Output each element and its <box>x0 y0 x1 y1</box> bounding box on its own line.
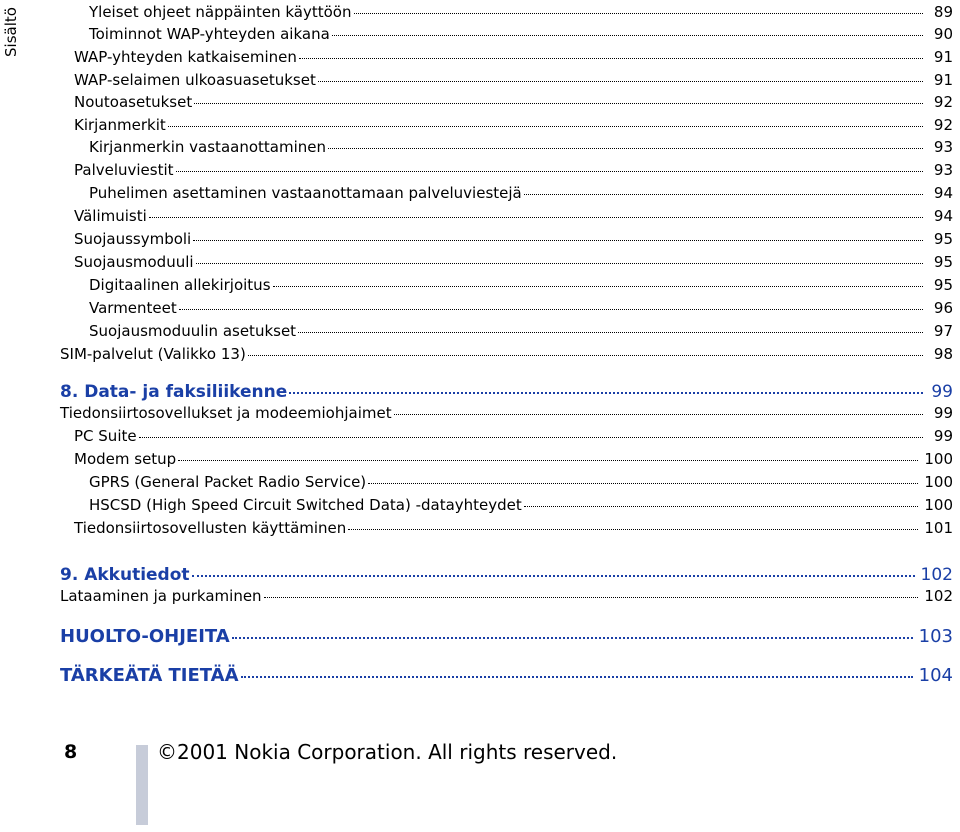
toc-entry[interactable] <box>60 563 953 585</box>
page-number: 8 <box>64 741 78 763</box>
toc-entry-title: Digitaalinen allekirjoitus <box>89 276 271 294</box>
toc-entry-page: 95 <box>933 276 953 294</box>
toc-entry[interactable] <box>60 206 953 225</box>
toc-entry[interactable] <box>60 183 953 202</box>
toc-entry[interactable] <box>60 663 953 686</box>
toc-entry[interactable] <box>60 137 953 156</box>
section-side-label-text: Sisältö <box>2 7 20 57</box>
toc-entry-title: Modem setup <box>74 450 177 468</box>
toc-entry-page: 94 <box>933 184 953 202</box>
toc-dot-leader <box>232 624 913 642</box>
toc-dot-leader <box>248 344 923 359</box>
toc-entry-title: Suojausmoduuli <box>74 253 194 271</box>
toc-entry-title: SIM-palvelut (Valikko 13) <box>60 345 246 363</box>
toc-entry-title: Tiedonsiirtosovellusten käyttäminen <box>74 519 347 537</box>
toc-entry[interactable] <box>60 344 953 363</box>
toc-entry-page: 97 <box>933 322 953 340</box>
toc-entry[interactable] <box>60 47 953 66</box>
toc-dot-leader <box>332 24 923 39</box>
toc-entry-title: Tiedonsiirtosovellukset ja modeemiohjaimet <box>60 404 392 422</box>
toc-entry-page: 102 <box>924 587 953 605</box>
toc-entry[interactable] <box>60 160 953 179</box>
toc-entry-page: 95 <box>933 230 953 248</box>
toc-entry[interactable] <box>60 298 953 317</box>
toc-entry[interactable] <box>60 70 953 89</box>
toc-entry-page: 100 <box>924 473 953 491</box>
toc-entry-title: WAP-selaimen ulkoasuasetukset <box>74 71 316 89</box>
toc-dot-leader <box>192 563 915 580</box>
toc-entry[interactable] <box>60 449 953 468</box>
toc-entry-title: GPRS (General Packet Radio Service) <box>89 473 367 491</box>
toc-entry[interactable] <box>60 495 953 514</box>
toc-entry-title: Suojaussymboli <box>74 230 192 248</box>
toc-dot-leader <box>524 495 919 510</box>
toc-dot-leader <box>139 426 923 441</box>
toc-entry-title: WAP-yhteyden katkaiseminen <box>74 48 297 66</box>
toc-dot-leader <box>299 47 923 62</box>
toc-dot-leader <box>298 321 923 336</box>
toc-entry-page: 102 <box>920 565 953 585</box>
toc-entry[interactable] <box>60 624 953 647</box>
toc-entry[interactable] <box>60 2 953 21</box>
toc-entry[interactable] <box>60 518 953 537</box>
toc-entry-title: HUOLTO-OHJEITA <box>60 626 230 647</box>
footer-divider-bar <box>136 745 148 825</box>
toc-entry[interactable] <box>60 275 953 294</box>
toc-dot-leader <box>241 663 913 681</box>
toc-entry-title: Suojausmoduulin asetukset <box>89 322 297 340</box>
toc-entry-title: 8. Data- ja faksiliikenne <box>60 382 288 402</box>
toc-dot-leader <box>264 586 919 601</box>
toc-entry[interactable] <box>60 403 953 422</box>
toc-entry-page: 100 <box>924 450 953 468</box>
toc-entry-page: 90 <box>933 25 953 43</box>
toc-dot-leader <box>194 92 923 107</box>
toc-entry[interactable] <box>60 115 953 134</box>
toc-entry-title: Välimuisti <box>74 207 147 225</box>
toc-entry[interactable] <box>60 321 953 340</box>
toc-entry-page: 98 <box>933 345 953 363</box>
toc-dot-leader <box>193 229 923 244</box>
toc-dot-leader <box>348 518 918 533</box>
toc-entry-page: 92 <box>933 116 953 134</box>
toc-entry-page: 92 <box>933 93 953 111</box>
toc-entry-title: Yleiset ohjeet näppäinten käyttöön <box>89 3 352 21</box>
toc-entry-page: 99 <box>933 404 953 422</box>
toc-entry[interactable] <box>60 380 953 402</box>
toc-entry-title: HSCSD (High Speed Circuit Switched Data) -datayhteydet <box>89 496 522 514</box>
toc-dot-leader <box>149 206 923 221</box>
toc-entry[interactable] <box>60 92 953 111</box>
toc-entry-page: 95 <box>933 253 953 271</box>
toc-entry-title: Puhelimen asettaminen vastaanottamaan palveluviestejä <box>89 184 522 202</box>
toc-entry-page: 91 <box>933 71 953 89</box>
toc-dot-leader <box>394 403 923 418</box>
toc-entry-page: 104 <box>918 665 953 686</box>
toc-dot-leader <box>273 275 923 290</box>
toc-dot-leader <box>289 380 923 397</box>
toc-entry-title: Noutoasetukset <box>74 93 193 111</box>
toc-entry-title: Toiminnot WAP-yhteyden aikana <box>89 25 330 43</box>
toc-entry-title: PC Suite <box>74 427 137 445</box>
toc-entry[interactable] <box>60 252 953 271</box>
toc-entry-page: 91 <box>933 48 953 66</box>
toc-entry-page: 101 <box>924 519 953 537</box>
toc-entry-page: 103 <box>918 626 953 647</box>
toc-entry-page: 93 <box>933 161 953 179</box>
toc-dot-leader <box>318 70 923 85</box>
toc-entry-title: Palveluviestit <box>74 161 174 179</box>
toc-entry-title: Kirjanmerkit <box>74 116 166 134</box>
toc-entry-page: 89 <box>933 3 953 21</box>
toc-entry[interactable] <box>60 24 953 43</box>
toc-dot-leader <box>179 298 923 313</box>
toc-dot-leader <box>524 183 923 198</box>
toc-dot-leader <box>176 160 923 175</box>
toc-dot-leader <box>196 252 923 267</box>
section-side-label <box>0 0 22 70</box>
toc-entry-page: 99 <box>933 427 953 445</box>
toc-entry-page: 94 <box>933 207 953 225</box>
copyright-notice: ©2001 Nokia Corporation. All rights reserved. <box>157 740 618 764</box>
toc-entry[interactable] <box>60 586 953 605</box>
toc-entry[interactable] <box>60 426 953 445</box>
toc-entry-page: 100 <box>924 496 953 514</box>
toc-dot-leader <box>368 472 918 487</box>
toc-entry-title: Lataaminen ja purkaminen <box>60 587 262 605</box>
toc-entry-title: TÄRKEÄTÄ TIETÄÄ <box>60 665 239 686</box>
toc-entry-page: 96 <box>933 299 953 317</box>
toc-dot-leader <box>178 449 918 464</box>
toc-entry-title: Varmenteet <box>89 299 177 317</box>
toc-dot-leader <box>168 115 923 130</box>
toc-dot-leader <box>354 2 924 17</box>
toc-entry-title: Kirjanmerkin vastaanottaminen <box>89 138 326 156</box>
toc-dot-leader <box>328 137 923 152</box>
toc-entry-page: 99 <box>931 382 953 402</box>
toc-entry-title: 9. Akkutiedot <box>60 565 190 585</box>
toc-entry-page: 93 <box>933 138 953 156</box>
toc-entry[interactable] <box>60 472 953 491</box>
toc-entry[interactable] <box>60 229 953 248</box>
